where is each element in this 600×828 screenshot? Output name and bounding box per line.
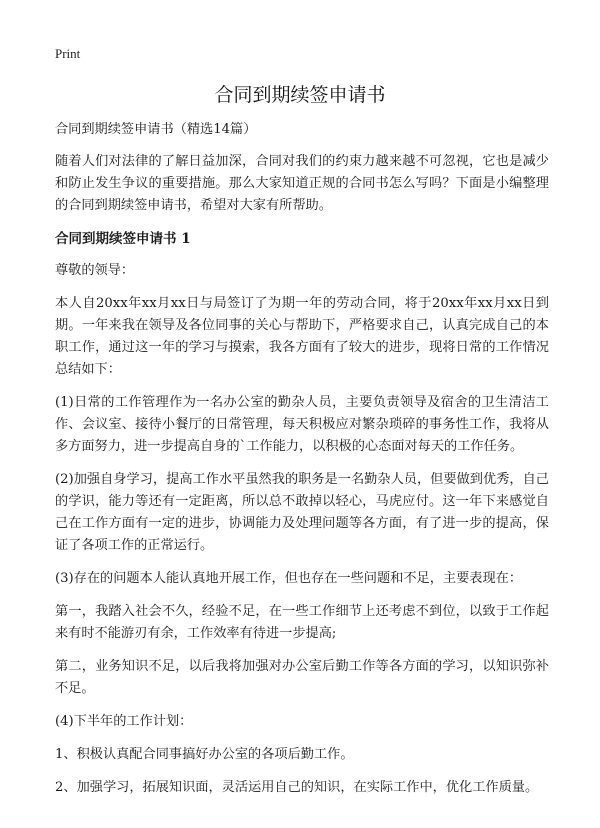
paragraph: 1、积极认真配合同事搞好办公室的各项后勤工作。 xyxy=(55,747,354,762)
paragraph: (3)存在的问题本人能认真地开展工作，但也存在一些问题和不足，主要表现在： xyxy=(55,571,523,586)
paragraph: (2)加强自身学习，提高工作水平虽然我的职务是一名勤杂人员，但要做到优秀，自己的学识，能力等还有一定距离，所以总不敢掉以轻心，马虎应付。这一年下来感觉自己在工作方面有一定的进步，协调能力及处理问题等各方面，有了进一步的提高，保证了各项工作的正常运行。 xyxy=(55,472,549,553)
paragraph: 第二，业务知识不足，以后我将加强对办公室后勤工作等各方面的学习，以知识弥补不足。 xyxy=(55,659,549,696)
paragraph: (1)日常的工作管理作为一名办公室的勤杂人员，主要负责领导及宿舍的卫生清洁工作、会议室、接待小餐厅的日常管理，每天积极应对繁杂琐碎的事务性工作，我将从多方面努力，进一步提高自身的`工作能力，以积极的心态面对每天的工作任务。 xyxy=(55,395,549,454)
document-subtitle: 合同到期续签申请书（精选14篇） xyxy=(55,122,257,137)
paragraph: 第一，我踏入社会不久，经验不足，在一些工作细节上还考虑不到位，以致于工作起来有时不能游刃有余，工作效率有待进一步提高; xyxy=(55,604,549,641)
document-body xyxy=(55,119,549,810)
section-heading: 合同到期续签申请书 1 xyxy=(55,231,191,247)
paragraph: 本人自20xx年xx月xx日与局签订了为期一年的劳动合同，将于20xx年xx月xx日到期。一年来我在领导及各位同事的关心与帮助下，严格要求自己，认真完成自己的本职工作，通过这一年的学习与摸索，我各方面有了较大的进步，现将日常的工作情况总结如下： xyxy=(55,296,549,377)
paragraph: (4)下半年的工作计划： xyxy=(55,714,193,729)
print-link[interactable]: Print xyxy=(55,46,81,61)
page-title: 合同到期续签申请书 xyxy=(214,84,386,106)
paragraph: 2、加强学习，拓展知识面，灵活运用自己的知识，在实际工作中，优化工作质量。 xyxy=(55,780,539,795)
greeting: 尊敬的领导： xyxy=(55,263,135,278)
intro-paragraph: 随着人们对法律的了解日益加深，合同对我们的约束力越来越不可忽视，它也是减少和防止发生争议的重要措施。那么大家知道正规的合同书怎么写吗？下面是小编整理的合同到期续签申请书，希望对大家有所帮助。 xyxy=(55,154,549,213)
